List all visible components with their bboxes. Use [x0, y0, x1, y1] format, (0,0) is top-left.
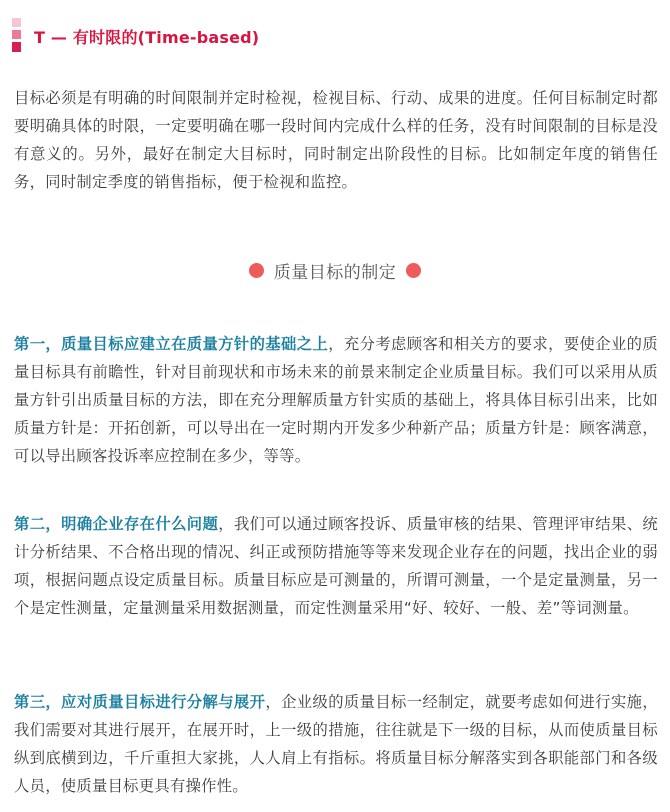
- subheading: [0, 254, 670, 286]
- section-body-3: ，企业级的质量目标一经制定，就要考虑如何进行实施，我们需要对其进行展开，在展开时，上一级的措施，往往就是下一级的目标，从而使质量目标纵到底横到边，千斤重担大家挑，人人肩上有指标。将质量目标分解落实到各职能部门和各级人员，使质量目标更具有操作性。: [14, 693, 658, 795]
- red-dot-left-icon: [249, 263, 264, 278]
- section-paragraph-2: [14, 510, 658, 622]
- heading-title: T — 有时限的(Time-based): [34, 27, 260, 47]
- subheading-title: 质量目标的制定: [273, 262, 397, 283]
- stacked-squares-icon: [12, 18, 24, 54]
- section-body-1: ，充分考虑顾客和相关方的要求，要使企业的质量目标具有前瞻性，针对目前现状和市场未来的前景来制定企业质量目标。我们可以采用从质量方针引出质量目标的方法，即在充分理解质量方针实质的基础上，将具体目标引出来，比如质量方针是：开拓创新，可以导出在一定时期内开发多少种新产品；质量方针是：顾客满意，可以导出顾客投诉率应控制在多少，等等。: [14, 335, 658, 465]
- square-dark-icon: [12, 42, 21, 52]
- section-lead-2: 第二，明确企业存在什么问题: [14, 515, 219, 533]
- section-paragraph-1: [14, 330, 658, 470]
- red-dot-right-icon: [406, 263, 421, 278]
- section-body-2: ，我们可以通过顾客投诉、质量审核的结果、管理评审结果、统计分析结果、不合格出现的情况、纠正或预防措施等等来发现企业存在的问题，找出企业的弱项，根据问题点设定质量目标。质量目标应是可测量的，所谓可测量，一个是定量测量，另一个是定性测量，定量测量采用数据测量，而定性测量采用“好、较好、一般、差”等词测量。: [14, 515, 658, 617]
- section-lead-1: 第一，质量目标应建立在质量方针的基础之上: [14, 335, 329, 353]
- section-lead-3: 第三，应对质量目标进行分解与展开: [14, 693, 266, 711]
- square-light-icon: [12, 18, 21, 27]
- section-heading: [12, 18, 259, 54]
- square-mid-icon: [12, 30, 21, 39]
- section-paragraph-3: [14, 688, 658, 800]
- intro-paragraph: 目标必须是有明确的时间限制并定时检视，检视目标、行动、成果的进度。任何目标制定时都要明确具体的时限，一定要明确在哪一段时间内完成什么样的任务，没有时间限制的目标是没有意义的。另外，最好在制定大目标时，同时制定出阶段性的目标。比如制定年度的销售任务，同时制定季度的销售指标，便于检视和监控。: [14, 89, 658, 191]
